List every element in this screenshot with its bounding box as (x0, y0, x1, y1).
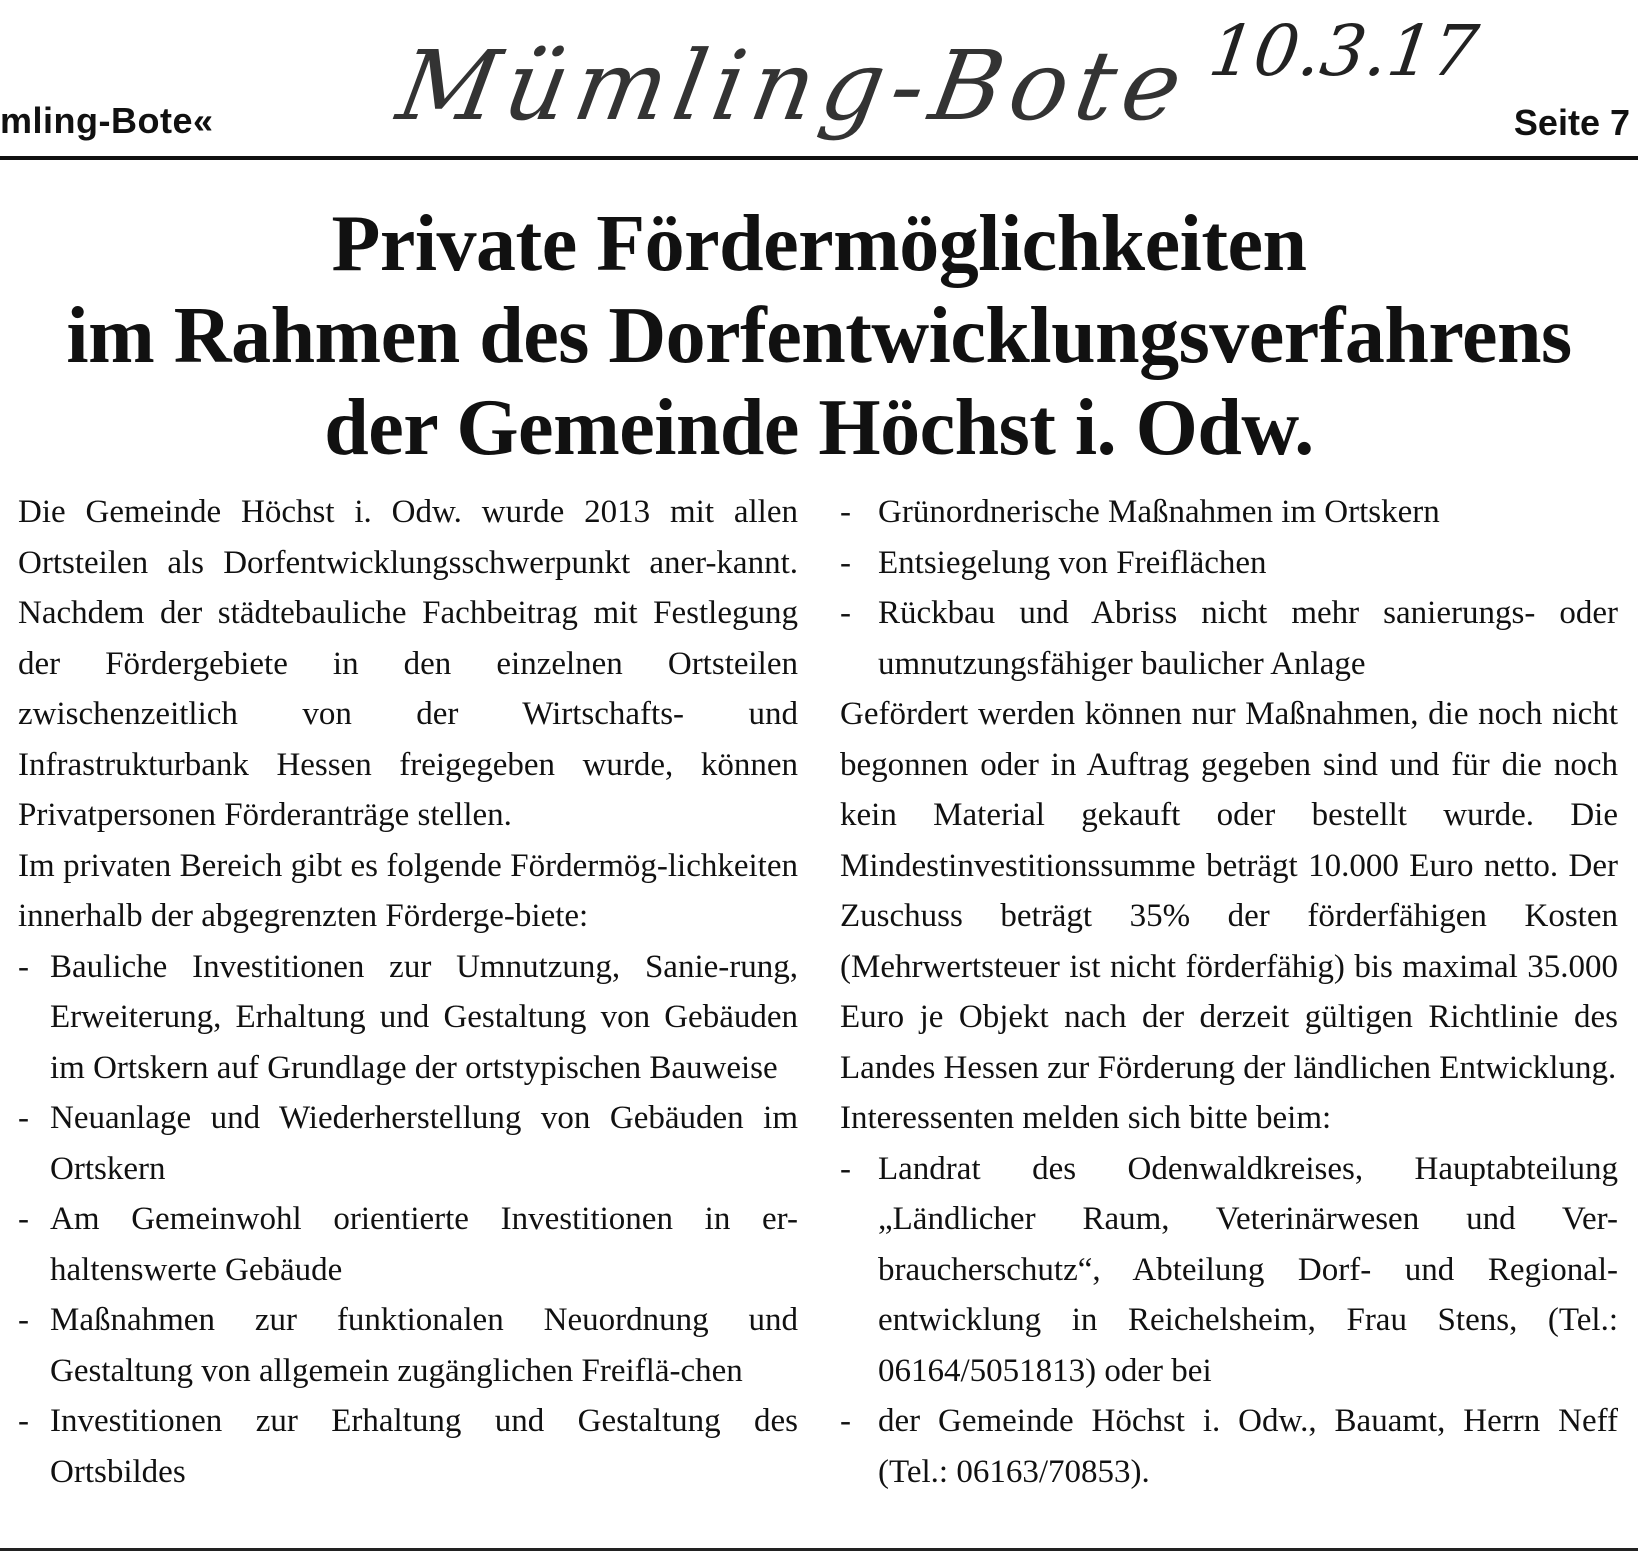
list-item: - Am Gemeinwohl orientierte Investitionen in er-haltenswerte Gebäude (18, 1194, 798, 1295)
list-item: - Neuanlage und Wiederherstellung von Gebäuden im Ortskern (18, 1093, 798, 1194)
bullet-dash: - (18, 1403, 29, 1439)
list-item: - Bauliche Investitionen zur Umnutzung, Sanie-rung, Erweiterung, Erhaltung und Gestaltung von Gebäuden im Ortskern auf Grundlage der ortstypischen Bauweise (18, 942, 798, 1094)
footer-rule (0, 1548, 1638, 1551)
article-column-left (18, 487, 798, 1497)
article-headline (0, 198, 1638, 474)
bullet-dash: - (18, 948, 29, 985)
list-item: - Investitionen zur Erhaltung und Gestaltung des Ortsbildes (18, 1396, 798, 1497)
intro-paragraph: Die Gemeinde Höchst i. Odw. wurde 2013 mit allen Ortsteilen als Dorfentwicklungsschwerpunkt aner-kannt. Nachdem der städtebauliche Fachbeitrag mit Festlegung der Fördergebiete in den einzelnen Ortsteilen zwischenzeitlich von der Wirtschafts- und Infrastrukturbank Hessen freigegeben wurde, können Privatpersonen Förderanträge stellen. (18, 494, 798, 833)
contact-item: - Landrat des Odenwaldkreises, Hauptabteilung „Ländlicher Raum, Veterinärwesen und Ver-braucherschutz“, Abteilung Dorf- und Regional-entwicklung in Reichelsheim, Frau Stens, (Tel.: 06164/5051813) oder bei (840, 1144, 1618, 1397)
funding-options-lead: Im privaten Bereich gibt es folgende Fördermög-lichkeiten innerhalb der abgegrenzten Förderge-biete: (18, 847, 798, 934)
page-number: Seite 7 (1513, 102, 1630, 143)
conditions-paragraph: Gefördert werden können nur Maßnahmen, die noch nicht begonnen oder in Auftrag gegeben sind und für die noch kein Material gekauft oder bestellt wurde. Die Mindestinvestitionssumme beträgt 10.000 Euro netto. Der Zuschuss beträgt 35% der förderfähigen Kosten (Mehrwertsteuer ist nicht förderfähig) bis maximal 35.000 Euro je Objekt nach der derzeit gültigen Richtlinie des Landes Hessen zur Förderung der ländlichen Entwicklung. (840, 696, 1618, 1086)
headline-line-2: im Rahmen des Dorfentwicklungsverfahrens (66, 292, 1572, 380)
contact-item: - der Gemeinde Höchst i. Odw., Bauamt, Herrn Neff (Tel.: 06163/70853). (840, 1396, 1618, 1497)
handwritten-date-note: 10.3.17 (1204, 10, 1483, 92)
bullet-dash: - (840, 1150, 851, 1187)
list-item: - Grünordnerische Maßnahmen im Ortskern (840, 487, 1618, 538)
bullet-dash: - (840, 544, 851, 581)
handwritten-source-note: Mümling-Bote (390, 30, 1198, 142)
contact-lead: Interessenten melden sich bitte beim: (840, 1100, 1332, 1136)
newspaper-name: mling-Bote« (0, 100, 214, 141)
bullet-dash: - (840, 595, 851, 631)
headline-line-1: Private Fördermöglichkeiten (331, 200, 1307, 288)
bullet-dash: - (18, 1100, 29, 1136)
list-item: - Maßnahmen zur funktionalen Neuordnung und Gestaltung von allgemein zugänglichen Freiflä-chen (18, 1295, 798, 1396)
bullet-dash: - (18, 1302, 29, 1338)
bullet-dash: - (18, 1201, 29, 1237)
bullet-dash: - (840, 494, 851, 530)
list-item: - Rückbau und Abriss nicht mehr sanierungs- oder umnutzungsfähiger baulicher Anlage (840, 588, 1618, 689)
list-item: - Entsiegelung von Freiflächen (840, 538, 1618, 589)
header-rule (0, 156, 1638, 160)
bullet-dash: - (840, 1403, 851, 1439)
article-column-right (840, 487, 1618, 1497)
headline-line-3: der Gemeinde Höchst i. Odw. (324, 384, 1314, 472)
